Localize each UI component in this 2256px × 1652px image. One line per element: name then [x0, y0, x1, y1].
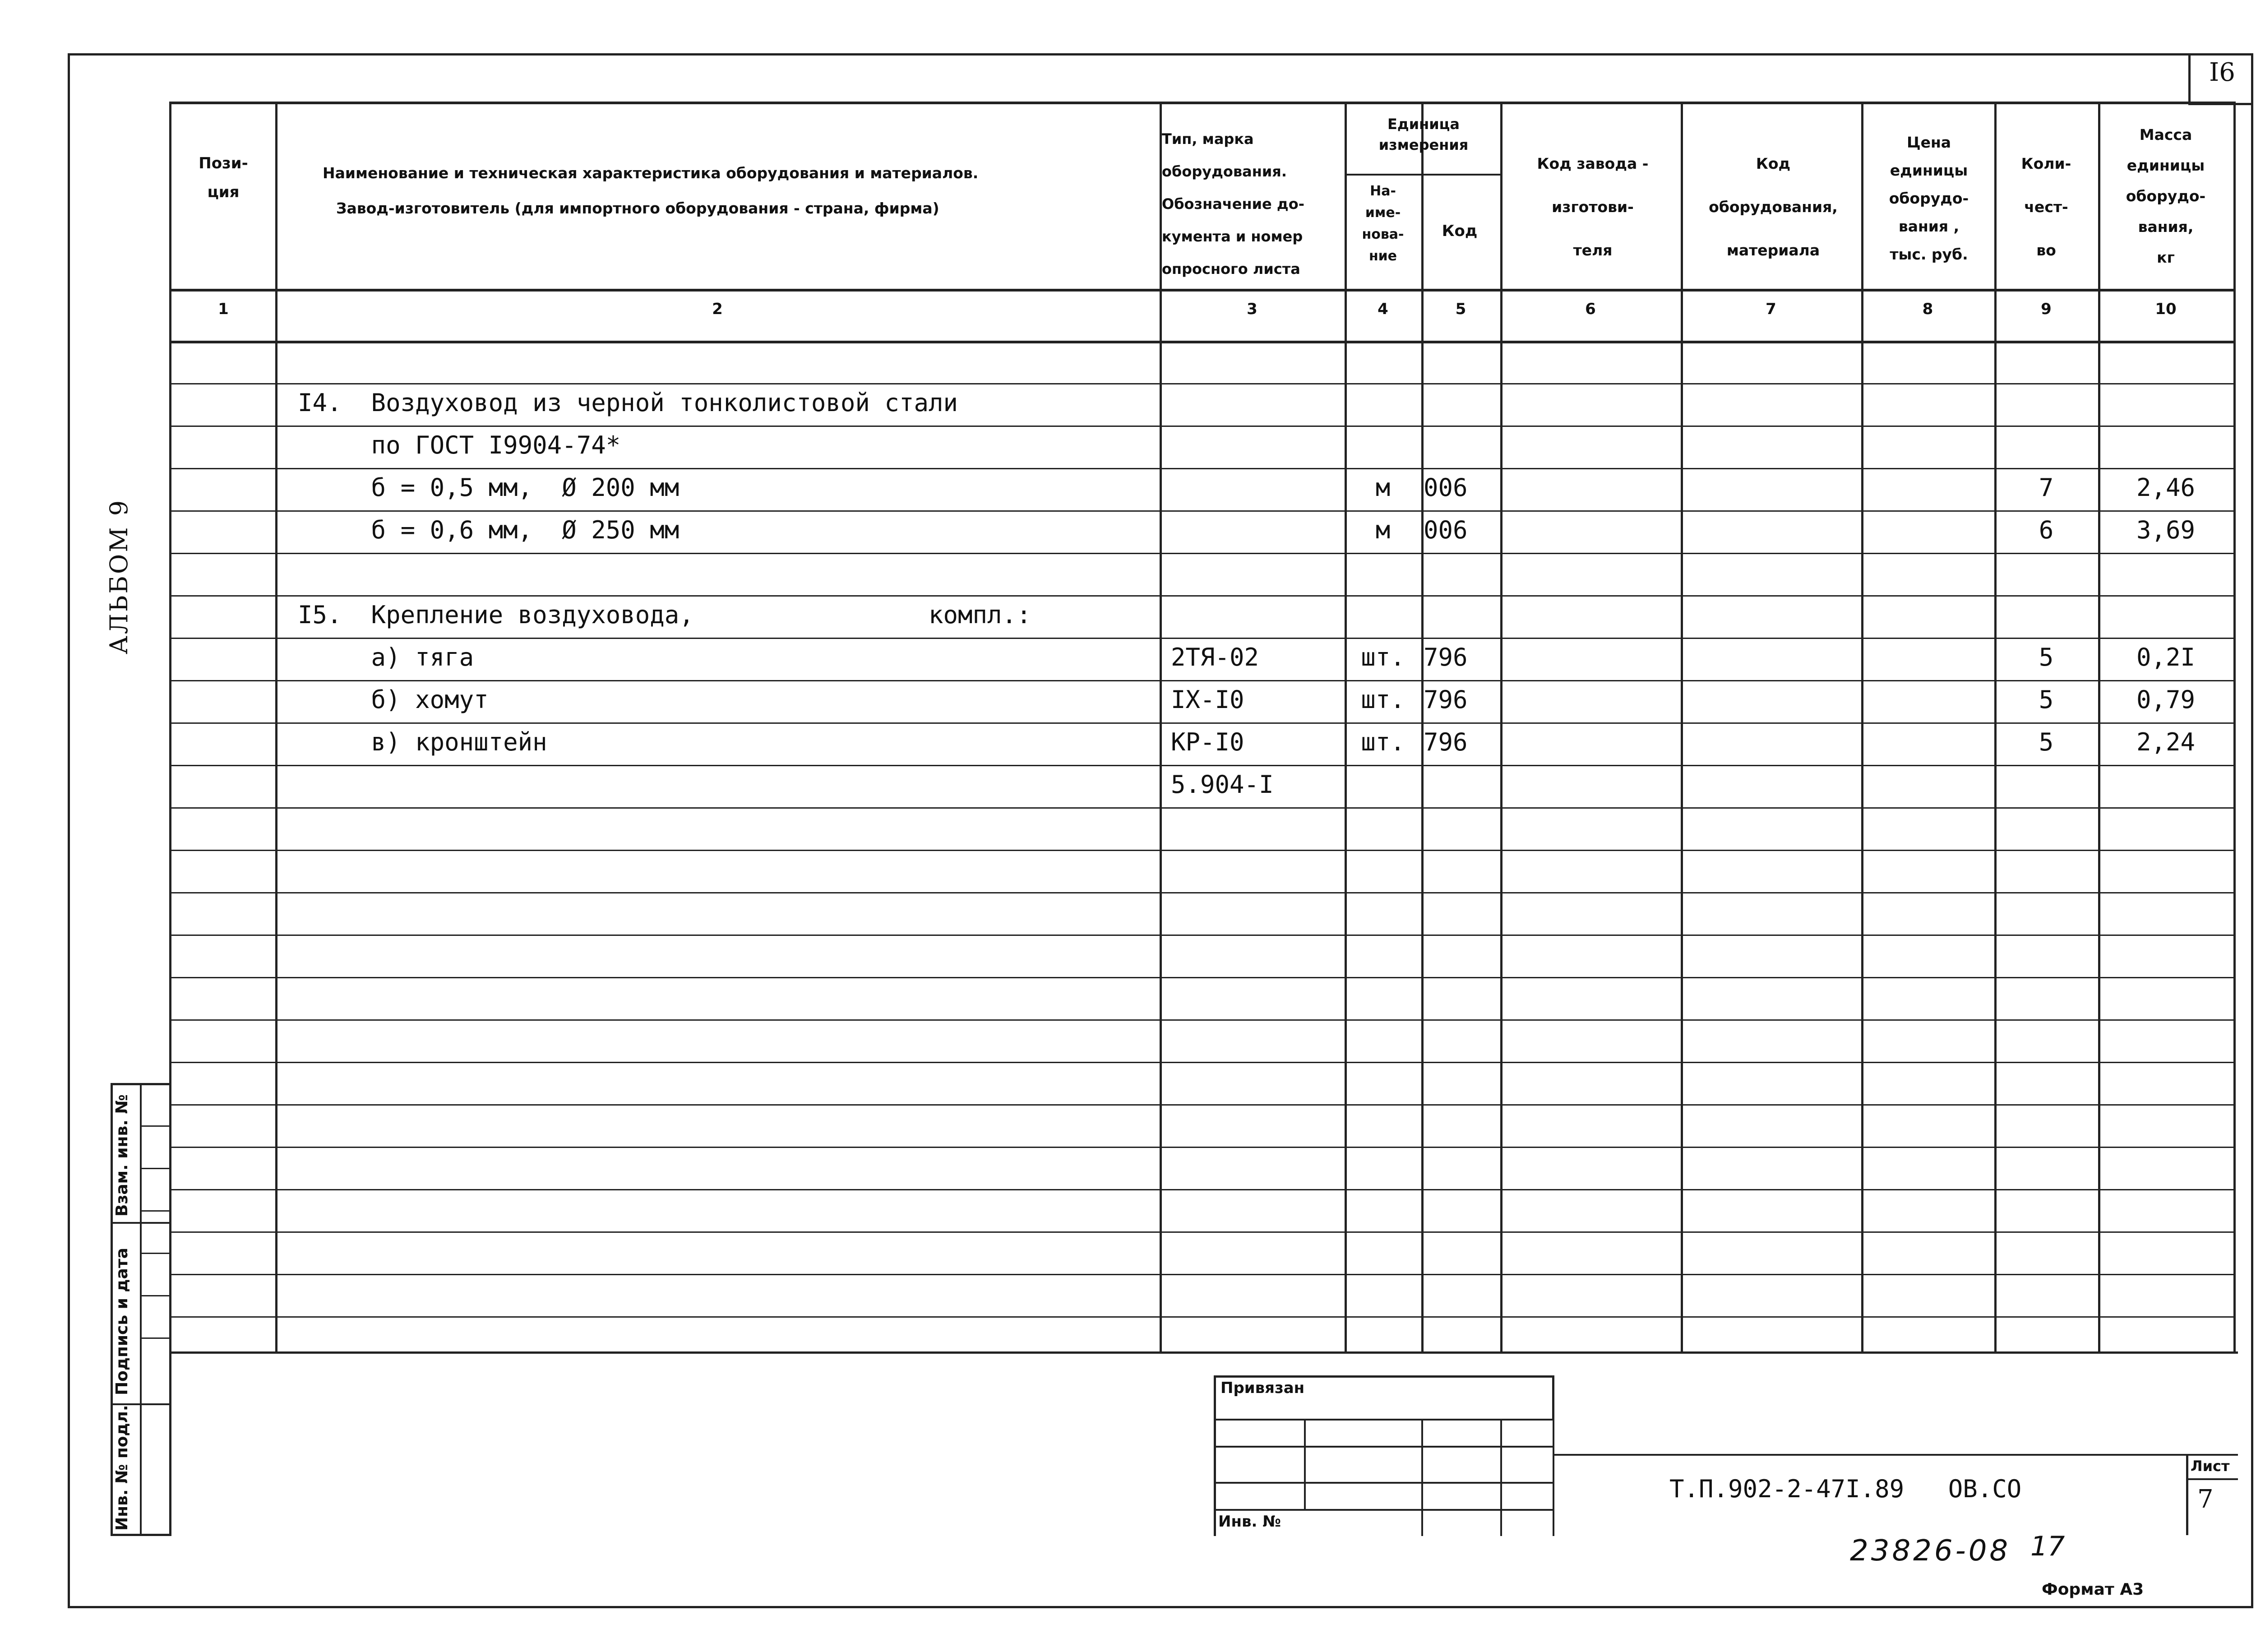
table-column-rule [275, 102, 277, 1351]
column-number-3: 3 [1247, 300, 1257, 318]
stamp-sheet-divider [2186, 1478, 2238, 1480]
header-unit-code: Код [1442, 222, 1478, 240]
table-row-rule [169, 680, 2233, 681]
side-strip-cut-1 [111, 1222, 171, 1224]
table-row-rule [169, 1147, 2233, 1148]
side-label-replace-inv: Взам. инв. № [113, 1094, 131, 1217]
header-unit-name: На- име- нова- ние [1362, 183, 1404, 264]
header-position: Пози- ция [199, 154, 248, 201]
item-type: 5.904-I [1171, 770, 1274, 799]
stamp-bound-label: Привязан [1220, 1379, 1305, 1397]
side-label-signature: Подпись и дата [113, 1248, 131, 1395]
header-unit-group: Единица измерения [1378, 116, 1469, 153]
table-top-border [169, 102, 2233, 104]
item-mass: 0,2I [2136, 643, 2196, 671]
item-type: КР-I0 [1171, 728, 1244, 756]
handwritten-number: 23826-08 [1850, 1534, 2011, 1568]
column-number-1: 1 [218, 300, 229, 318]
item-name: в) кронштейн [298, 728, 547, 756]
stamp-sheet-label: Лист [2191, 1458, 2230, 1475]
item-name: б = 0,5 мм, Ø 200 мм [298, 473, 680, 502]
table-row-rule [169, 1316, 2233, 1318]
item-quantity: 6 [2039, 516, 2054, 544]
header-equipment-code: Код оборудования, материала [1709, 155, 1838, 259]
item-name: по ГОСТ I9904-74* [298, 431, 621, 459]
header-quantity: Коли- чест- во [2021, 155, 2071, 259]
table-row-rule [169, 553, 2233, 554]
table-row-rule [169, 468, 2233, 469]
column-number-9: 9 [2041, 300, 2052, 318]
item-name: б) хомут [298, 685, 489, 714]
stamp-title-line [1554, 1454, 2238, 1456]
table-column-rule [1345, 102, 1347, 1351]
column-number-6: 6 [1585, 300, 1596, 318]
item-quantity: 5 [2039, 728, 2054, 756]
item-name: а) тяга [298, 643, 474, 671]
item-quantity: 5 [2039, 685, 2054, 714]
table-column-rule [1994, 102, 1997, 1351]
table-column-number-border [169, 341, 2233, 343]
table-header-border [169, 289, 2233, 292]
table-row-rule [169, 510, 2233, 512]
table-row-rule [169, 722, 2233, 724]
item-quantity: 5 [2039, 643, 2054, 671]
item-code: 796 [1424, 685, 1468, 714]
table-row-rule [169, 1274, 2233, 1275]
header-type: Тип, марка оборудования. Обозначение до- кумента и номер опросного листа [1162, 130, 1304, 278]
item-unit: шт. [1361, 728, 1405, 756]
item-code: 006 [1424, 473, 1468, 502]
table-row-rule [169, 426, 2233, 427]
table-column-rule [1681, 102, 1683, 1351]
table-row-rule [169, 765, 2233, 766]
table-row-rule [169, 1019, 2233, 1021]
table-row-rule [169, 383, 2233, 384]
item-code: 796 [1424, 728, 1468, 756]
stamp-designation: Т.П.902-2-47I.89 ОВ.СО [1669, 1475, 2022, 1503]
column-number-5: 5 [1455, 300, 1466, 318]
format-label: Формат А3 [2042, 1580, 2144, 1599]
item-mass: 2,46 [2136, 473, 2196, 502]
item-type: IХ-I0 [1171, 685, 1244, 714]
table-row-rule [169, 850, 2233, 851]
table-row-rule [169, 595, 2233, 597]
side-strip-divider [140, 1083, 142, 1536]
stamp-inv-label: Инв. № [1218, 1513, 1281, 1531]
item-name: б = 0,6 мм, Ø 250 мм [298, 516, 680, 544]
item-unit: шт. [1361, 685, 1405, 714]
column-number-10: 10 [2155, 300, 2177, 318]
column-number-8: 8 [1922, 300, 1933, 318]
table-row-rule [169, 1104, 2233, 1106]
table-column-rule [1421, 102, 1424, 1351]
table-column-rule [1861, 102, 1863, 1351]
sheet-top-number: I6 [2209, 58, 2235, 87]
table-row-rule [169, 1189, 2233, 1190]
column-number-7: 7 [1766, 300, 1776, 318]
item-code: 796 [1424, 643, 1468, 671]
table-row-rule [169, 638, 2233, 639]
table-row-rule [169, 977, 2233, 978]
header-factory-code: Код завода - изготови- теля [1537, 155, 1649, 259]
handwritten-page: 17 [2030, 1531, 2065, 1562]
item-type: 2ТЯ-02 [1171, 643, 1259, 671]
item-unit: м [1375, 516, 1391, 544]
item-mass: 3,69 [2136, 516, 2196, 544]
table-row-rule [169, 935, 2233, 936]
table-column-rule [2233, 102, 2236, 1351]
table-row-rule [169, 807, 2233, 809]
table-column-rule [1500, 102, 1502, 1351]
unit-group-divider [1345, 174, 1500, 176]
table-column-rule [2098, 102, 2100, 1351]
item-mass: 2,24 [2136, 728, 2196, 756]
item-code: 006 [1424, 516, 1468, 544]
side-label-inv-orig: Инв. № подл. [113, 1405, 131, 1531]
stamp-sheet-number: 7 [2197, 1485, 2214, 1514]
table-row-rule [169, 892, 2233, 893]
header-price: Цена единицы оборудо- вания , тыс. руб. [1889, 134, 1969, 263]
item-quantity: 7 [2039, 473, 2054, 502]
header-name: Наименование и техническая характеристика оборудования и материалов. Завод-изготовитель (для импортного оборудования - страна, фирма) [323, 164, 979, 217]
item-name: I4. Воздуховод из черной тонколистовой стали [298, 389, 958, 417]
column-number-2: 2 [712, 300, 723, 318]
header-mass: Масса единицы оборудо- вания, кг [2126, 126, 2206, 266]
item-unit: шт. [1361, 643, 1405, 671]
item-unit: м [1375, 473, 1391, 502]
album-label: АЛЬБОМ 9 [105, 498, 133, 654]
table-bottom-border [171, 1351, 2238, 1354]
item-mass: 0,79 [2136, 685, 2196, 714]
column-number-4: 4 [1378, 300, 1388, 318]
table-column-rule [1160, 102, 1162, 1351]
table-row-rule [169, 1062, 2233, 1063]
table-row-rule [169, 1231, 2233, 1233]
item-name: I5. Крепление воздуховода, компл.: [298, 601, 1031, 629]
